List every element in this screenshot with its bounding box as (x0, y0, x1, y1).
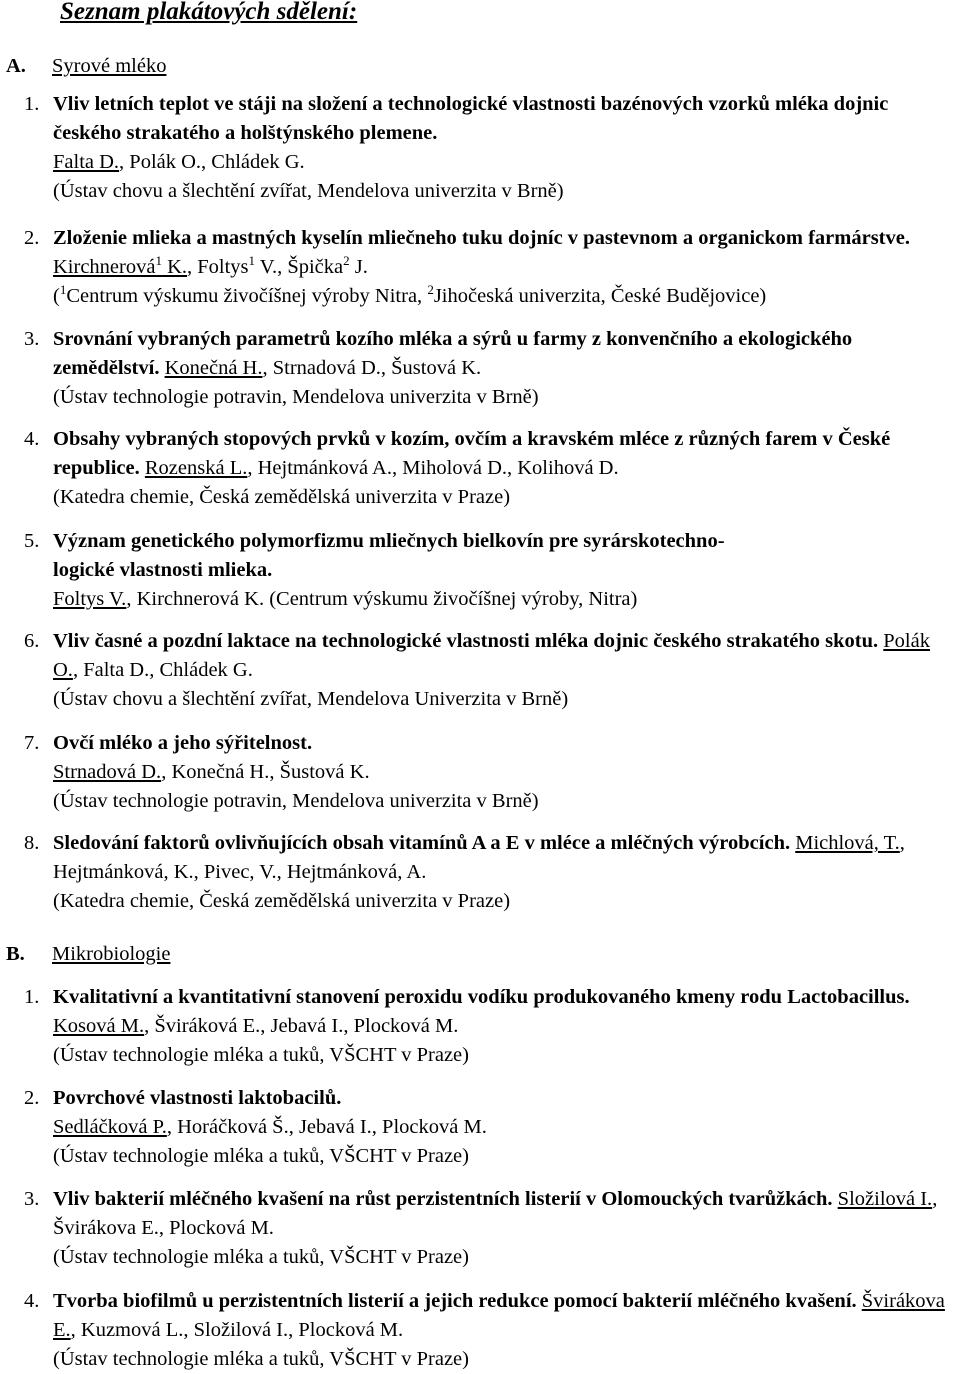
authors: , Polák O., Chládek G. (119, 151, 305, 173)
affiliation: (Ústav chovu a šlechtění zvířat, Mendelova Univerzita v Brně) (53, 688, 569, 710)
first-author: Sedláčková P. (53, 1116, 167, 1138)
affiliation: (Ústav technologie mléka a tuků, VŠCHT v Praze) (53, 1246, 469, 1268)
list-item (24, 627, 954, 714)
page-title: Seznam plakátových sdělení: (60, 0, 358, 25)
first-author: Foltys V. (53, 588, 127, 610)
item-title: Povrchové vlastnosti laktobacilů. (53, 1087, 342, 1109)
item-title: Vliv bakterií mléčného kvašení na růst perzistentních listerií v Olomouckých tvarůžkách. (53, 1188, 833, 1210)
section-name: Mikrobiologie (52, 943, 171, 965)
item-number: 1. (24, 93, 40, 115)
item-title: Srovnání vybraných parametrů kozího mléka a sýrů u farmy z konvenčního a ekologického zemědělství. (53, 328, 853, 379)
authors: , Šviráková E., Jebavá I., Plocková M. (144, 1015, 459, 1037)
item-title: Zloženie mlieka a mastných kyselín mliečneho tuku dojníc v pastevnom a organickom farmárstve. (53, 227, 910, 249)
list-item (24, 829, 954, 916)
list-item (24, 425, 954, 512)
affiliation: ($^1$Centrum výskumu živočíšnej výroby Nitra, $^2$Jihočeská univerzita, České Budějovice) (53, 282, 767, 307)
item-number: 2. (24, 1087, 40, 1109)
list-item (24, 983, 954, 1070)
first-author: Kirchnerová$^1$ K. (53, 253, 188, 278)
item-title: Vliv časné a pozdní laktace na technologické vlastnosti mléka dojnic českého strakatého skotu. (53, 630, 879, 652)
authors: , Falta D., Chládek G. (72, 659, 253, 681)
first-author: Falta D. (53, 151, 120, 173)
authors: , Kirchnerová K. (Centrum výskumu živočíšnej výroby, Nitra) (126, 588, 638, 610)
item-title: Obsahy vybraných stopových prvků v kozím, ovčím a kravském mléce z různých farem v České republice. (53, 428, 891, 479)
item-number: 2. (24, 227, 40, 249)
affiliation: (Katedra chemie, Česká zemědělská univerzita v Praze) (53, 890, 511, 912)
item-title: Význam genetického polymorfizmu mliečnych bielkovín pre syrárskotechno- logické vlastnosti mlieka. (53, 530, 725, 581)
authors: , Foltys$^1$ V., Špička$^2$ J. (187, 253, 368, 278)
authors: , Strnadová D., Šustová K. (262, 357, 482, 379)
list-item (24, 729, 954, 816)
item-title: Ovčí mléko a jeho sýřitelnost. (53, 732, 313, 754)
item-number: 5. (24, 530, 40, 552)
item-title: Tvorba biofilmů u perzistentních listerií a jejich redukce pomocí bakterií mléčného kvašení. (53, 1290, 857, 1312)
item-number: 7. (24, 732, 40, 754)
item-title: Sledování faktorů ovlivňujících obsah vitamínů A a E v mléce a mléčných výrobcích. (53, 832, 791, 854)
authors: , Konečná H., Šustová K. (161, 761, 370, 783)
item-title: Kvalitativní a kvantitativní stanovení peroxidu vodíku produkovaného kmeny rodu Lactobacillus. (53, 986, 910, 1008)
authors: , Švirákova E., Plocková M. (53, 1188, 938, 1239)
section-letter: A. (6, 55, 26, 77)
first-author: Polák O. (53, 630, 930, 681)
authors: , Kuzmová L., Složilová I., Plocková M. (70, 1319, 404, 1341)
item-number: 3. (24, 328, 40, 350)
list-item (24, 90, 954, 206)
affiliation: (Ústav technologie potravin, Mendelova univerzita v Brně) (53, 386, 539, 408)
affiliation: (Ústav chovu a šlechtění zvířat, Mendelova univerzita v Brně) (53, 180, 564, 202)
section-a-heading (6, 52, 166, 81)
authors: , Horáčková Š., Jebavá I., Plocková M. (166, 1116, 487, 1138)
authors: , Hejtmánková A., Miholová D., Kolihová D. (247, 457, 619, 479)
item-number: 3. (24, 1188, 40, 1210)
list-item (24, 224, 954, 311)
first-author: Kosová M. (53, 1015, 145, 1037)
authors: , Hejtmánková, K., Pivec, V., Hejtmánková, A. (53, 832, 905, 883)
list-item (24, 1287, 954, 1374)
section-letter: B. (6, 943, 25, 965)
list-item (24, 1185, 954, 1272)
item-number: 8. (24, 832, 40, 854)
item-number: 6. (24, 630, 40, 652)
first-author: Rozenská L. (144, 457, 248, 479)
item-title: Vliv letních teplot ve stáji na složení a technologické vlastnosti bazénových vzorků mléka dojnic českého strakatého a holštýnského plemene. (53, 93, 889, 144)
list-item (24, 1084, 954, 1171)
first-author: Strnadová D. (53, 761, 162, 783)
list-item (24, 325, 954, 412)
list-item (24, 527, 954, 614)
item-number: 4. (24, 1290, 40, 1312)
affiliation: (Ústav technologie potravin, Mendelova univerzita v Brně) (53, 790, 539, 812)
item-number: 4. (24, 428, 40, 450)
first-author: Michlová, T. (795, 832, 900, 854)
affiliation: (Ústav technologie mléka a tuků, VŠCHT v Praze) (53, 1348, 469, 1370)
section-b-heading (6, 940, 170, 969)
first-author: Konečná H. (164, 357, 263, 379)
affiliation: (Katedra chemie, Česká zemědělská univerzita v Praze) (53, 486, 511, 508)
affiliation: (Ústav technologie mléka a tuků, VŠCHT v Praze) (53, 1044, 469, 1066)
first-author: Složilová I. (837, 1188, 933, 1210)
section-name: Syrové mléko (52, 55, 167, 77)
first-author: Švirákova E. (53, 1290, 945, 1341)
affiliation: (Ústav technologie mléka a tuků, VŠCHT v Praze) (53, 1145, 469, 1167)
item-number: 1. (24, 986, 40, 1008)
